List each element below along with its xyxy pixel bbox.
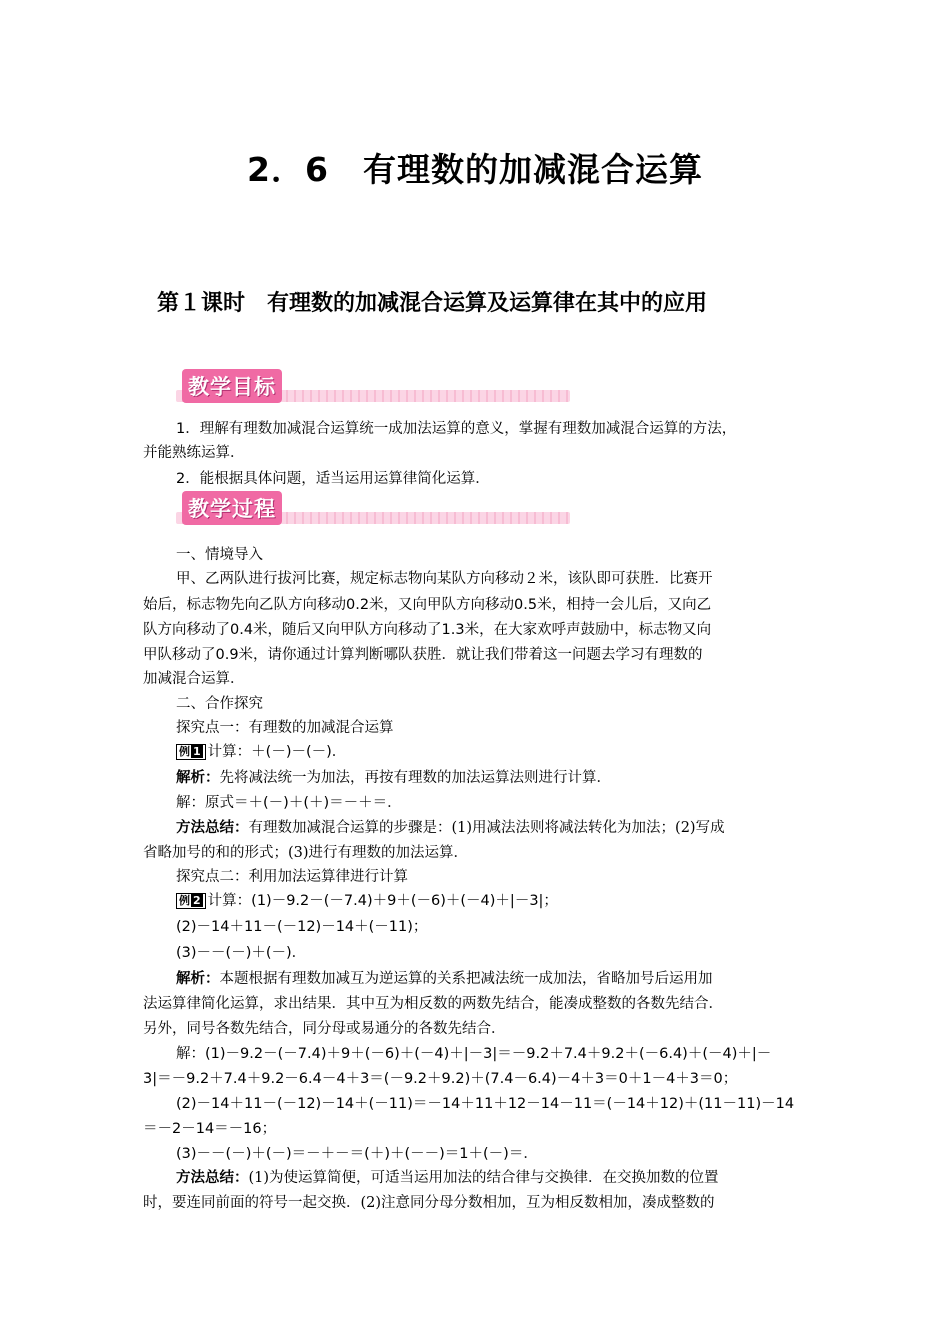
ex2-solution: (3)－－(－)＋(－)＝－＋－＝(＋)＋(－－)＝1＋(－)＝． <box>176 1146 538 1162</box>
page-title: 2．6 有理数的加减混合运算 <box>247 150 703 189</box>
example-tag: 例 1 <box>176 744 206 760</box>
goal-item: 2．能根据具体问题，适当运用运算律简化运算． <box>176 471 490 487</box>
ex1-solution: 解：原式＝＋(－)＋(＋)＝－＋＝． <box>176 795 402 811</box>
example-text: 计算：＋(－)－(－)． <box>207 744 347 760</box>
paragraph-line: 加减混合运算． <box>143 671 245 687</box>
paragraph-line: 甲队移动了0.9米，请你通过计算判断哪队获胜．就让我们带着这一问题去学习有理数的 <box>143 647 703 663</box>
example-tag: 例 2 <box>176 893 206 909</box>
teaching-process-banner <box>176 490 570 528</box>
ex2-solution: 解：(1)－9.2－(－7.4)＋9＋(－6)＋(－4)＋|－3|＝－9.2＋7.4＋9.2＋(－6.4)＋(－4)＋|－ <box>176 1046 772 1062</box>
lesson-subtitle: 第１课时 有理数的加减混合运算及运算律在其中的应用 <box>157 291 708 316</box>
ex2-solution-cont: 3|＝－9.2＋7.4＋9.2－6.4－4＋3＝(－9.2＋9.2)＋(7.4－6.4)－4＋3＝0＋1－4＋3＝0； <box>143 1071 738 1087</box>
paragraph-line: 甲、乙两队进行拔河比赛，规定标志物向某队方向移动２米，该队即可获胜．比赛开 <box>176 571 713 587</box>
example-text: 计算：(1)－9.2－(－7.4)＋9＋(－6)＋(－4)＋|－3|； <box>207 893 558 909</box>
example-2-part: (2)－14＋11－(－12)－14＋(－11)； <box>176 919 428 935</box>
ex2-solution-cont: ＝－2－14＝－16； <box>143 1121 277 1137</box>
ex2-summary: 方法总结：(1)为使运算简便，可适当运用加法的结合律与交换律．在交换加数的位置 <box>176 1170 719 1186</box>
ex2-summary-cont: 时，要连同前面的符号一起交换．(2)注意同分母分数相加，互为相反数相加，凑成整数的 <box>143 1195 715 1211</box>
teaching-goals-banner <box>176 368 570 406</box>
explore-point-heading: 探究点一：有理数的加减混合运算 <box>176 720 394 736</box>
paragraph-line: 始后，标志物先向乙队方向移动0.2米，又向甲队方向移动0.5米，相持一会儿后，又向乙 <box>143 597 712 613</box>
ex2-analysis-cont: 法运算律简化运算，求出结果．其中互为相反数的两数先结合，能凑成整数的各数先结合． <box>143 996 723 1012</box>
goal-item: 1．理解有理数加减混合运算统一成加法运算的意义，掌握有理数加减混合运算的方法， <box>176 421 737 437</box>
section-heading: 二、合作探究 <box>176 696 263 712</box>
example-2 <box>176 889 809 913</box>
banner-label: 教学过程 <box>182 491 282 525</box>
section-heading: 一、情境导入 <box>176 547 263 563</box>
paragraph-line: 队方向移动了0.4米，随后又向甲队方向移动了1.3米，在大家欢呼声鼓励中，标志物又向 <box>143 622 712 638</box>
ex1-summary-cont: 省略加号的和的形式；(3)进行有理数的加法运算． <box>143 845 469 861</box>
ex2-analysis-cont: 另外，同号各数先结合，同分母或易通分的各数先结合． <box>143 1021 506 1037</box>
ex1-summary: 方法总结：有理数加减混合运算的步骤是：(1)用减法法则将减法转化为加法；(2)写成 <box>176 820 725 836</box>
banner-label: 教学目标 <box>182 369 282 403</box>
explore-point-heading: 探究点二：利用加法运算律进行计算 <box>176 869 408 885</box>
example-1 <box>176 740 809 764</box>
ex1-analysis: 解析：先将减法统一为加法，再按有理数的加法运算法则进行计算． <box>176 770 611 786</box>
ex2-solution: (2)－14＋11－(－12)－14＋(－11)＝－14＋11＋12－14－11＝(－14＋12)＋(11－11)－14 <box>176 1096 795 1112</box>
goal-item-cont: 并能熟练运算． <box>143 445 245 461</box>
example-2-part: (3)－－(－)＋(－)． <box>176 945 307 961</box>
ex2-analysis: 解析：本题根据有理数加减互为逆运算的关系把减法统一成加法，省略加号后运用加 <box>176 971 713 987</box>
